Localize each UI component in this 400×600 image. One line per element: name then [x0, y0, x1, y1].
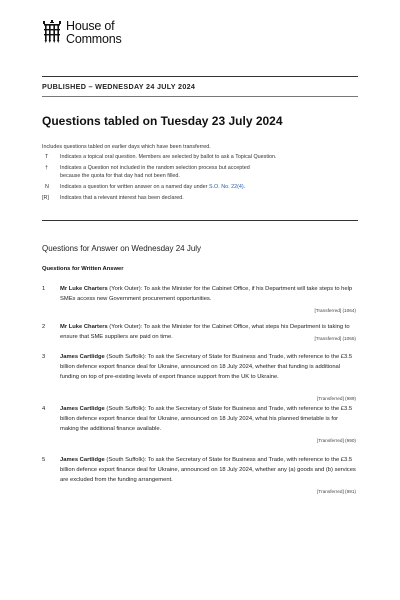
intro-note: Includes questions tabled on earlier days which have been transferred.	[42, 144, 211, 150]
question-body	[60, 455, 356, 486]
logo-line-2: Commons	[66, 31, 122, 46]
question-text: To ask the Secretary of State for Business and Trade, with reference to the £3.5 billion defence export finance deal for Ukraine, announced on 18 July 2024, what his planned timetable is for making the additional finance available.	[60, 406, 353, 433]
section-heading: Questions for Answer on Wednesday 24 July	[42, 244, 202, 253]
section-divider	[42, 220, 358, 221]
standing-order-link[interactable]: S.O. No. 22(4)	[208, 184, 244, 190]
key-text: Indicates that a relevant interest has been declared.	[60, 195, 184, 201]
constituency: (South Suffolk):	[104, 457, 148, 463]
question-number: 2	[42, 324, 46, 330]
question-text: To ask the Minister for the Cabinet Office, if his Department will take steps to help SMEs access new Government procurement opportunities.	[60, 286, 353, 303]
question-body	[60, 352, 356, 383]
question-text: To ask the Minister for the Cabinet Office, what steps his Department is taking to ensure that SME suppliers are paid on time.	[60, 324, 350, 341]
question-reference: [Transferred] (990)	[317, 438, 356, 443]
page-title: Questions tabled on Tuesday 23 July 2024	[42, 114, 283, 128]
key-symbol: N	[45, 184, 49, 190]
top-divider	[42, 76, 358, 77]
published-date: PUBLISHED – WEDNESDAY 24 JULY 2024	[42, 82, 196, 91]
question-number: 3	[42, 354, 46, 360]
question-reference: [Transferred] (1065)	[314, 336, 356, 341]
question-reference: [Transferred] (991)	[317, 489, 356, 494]
house-of-commons-logo	[42, 20, 122, 45]
question-text: To ask the Secretary of State for Business and Trade, with reference to the £3.5 billion defence export finance deal for Ukraine, announced on 18 July 2024, whether that funding is additional funding on top of pre-existing levels of export finance support from the UK to Ukraine.	[60, 354, 353, 381]
question-reference: [Transferred] (989)	[317, 396, 356, 401]
question-reference: [Transferred] (1064)	[314, 308, 356, 313]
key-text: Indicates a Question not included in the random selection process but accepted because the quota for that day had not been filled.	[60, 165, 250, 179]
question-number: 4	[42, 406, 46, 412]
key-text: Indicates a question for written answer on a named day under S.O. No. 22(4).	[60, 184, 246, 190]
logo-wordmark	[66, 20, 122, 45]
member-name: Mr Luke Charters	[60, 324, 108, 330]
question-number: 5	[42, 457, 46, 463]
question-body	[60, 322, 356, 342]
constituency: (York Outer):	[107, 286, 144, 292]
question-body	[60, 404, 356, 435]
sub-heading: Questions for Written Answer	[42, 266, 124, 272]
constituency: (South Suffolk):	[104, 406, 148, 412]
question-number: 1	[42, 286, 46, 292]
published-divider	[42, 96, 358, 97]
key-symbol: †	[45, 165, 48, 171]
logo-line-1: House of	[66, 19, 115, 33]
key-text: Indicates a topical oral question. Members are selected by ballot to ask a Topical Question.	[60, 154, 277, 160]
question-body	[60, 284, 356, 304]
constituency: (South Suffolk):	[104, 354, 148, 360]
member-name: Mr Luke Charters	[60, 286, 108, 292]
key-symbol: T	[45, 154, 49, 160]
question-text: To ask the Secretary of State for Business and Trade, with reference to the £3.5 billion defence export finance deal for Ukraine, announced on 18 July 2024, whether any (a) goods and (b) services are excluded from the funding arrangement.	[60, 457, 356, 484]
key-symbol: [R]	[42, 195, 49, 201]
member-name: James Cartlidge	[60, 354, 105, 360]
constituency: (York Outer):	[107, 324, 144, 330]
member-name: James Cartlidge	[60, 406, 105, 412]
portcullis-icon	[42, 20, 62, 44]
member-name: James Cartlidge	[60, 457, 105, 463]
